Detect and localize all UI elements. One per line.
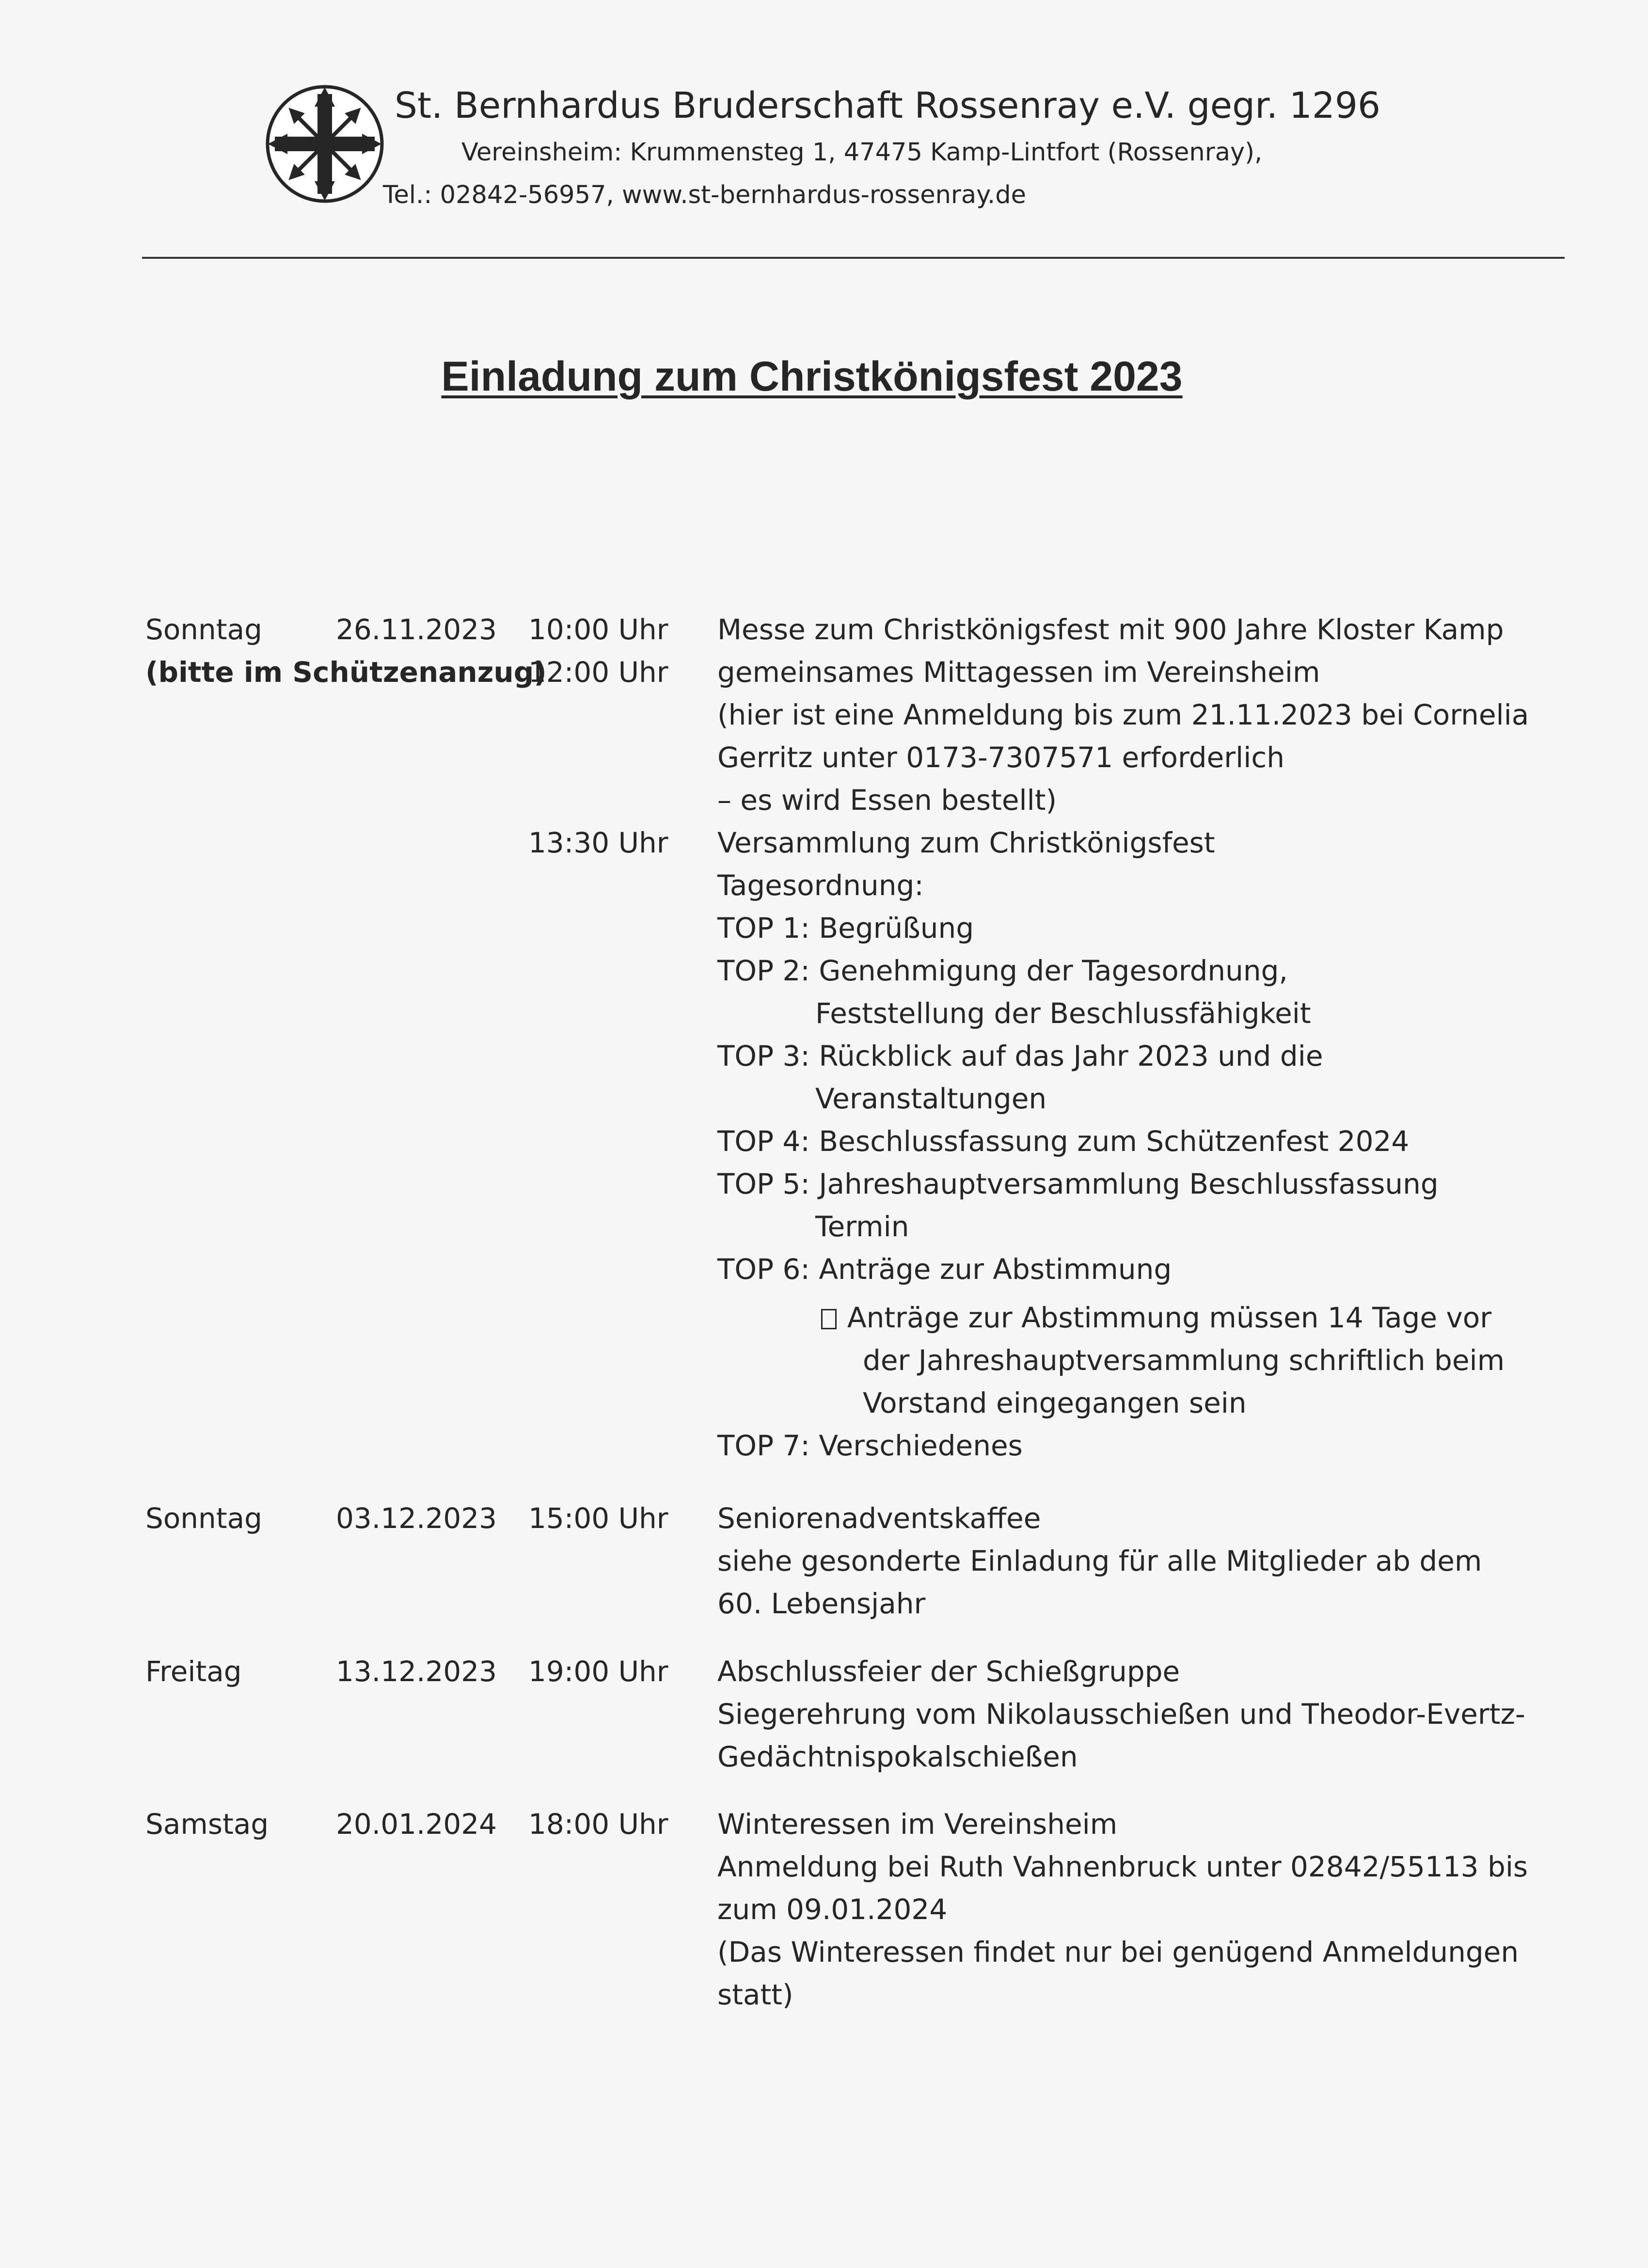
event-description: [717, 1650, 1525, 1778]
description-line: siehe gesonderte Einladung für alle Mitglieder ab dem: [717, 1544, 1482, 1577]
description-line: zum 09.01.2024: [717, 1893, 948, 1926]
description-line: Gedächtnispokalschießen: [717, 1740, 1078, 1773]
description-line: Siegerehrung vom Nikolausschießen und Theodor-Evertz-: [717, 1698, 1525, 1731]
agenda-item-continuation: Feststellung der Beschlussfähigkeit: [815, 997, 1311, 1030]
agenda-item: TOP 1: Begrüßung: [717, 912, 974, 945]
event-time: 13:30 Uhr: [528, 826, 668, 859]
agenda-item: TOP 4: Beschlussfassung zum Schützenfest 2024: [717, 1125, 1410, 1158]
event-date: 26.11.2023: [336, 613, 497, 646]
description-line: Winteressen im Vereinsheim: [717, 1808, 1118, 1841]
agenda-item: TOP 7: Verschiedenes: [717, 1429, 1023, 1462]
event-day: Sonntag: [145, 1502, 262, 1535]
organization-contact: Tel.: 02842-56957, www.st-bernhardus-rossenray.de: [383, 181, 1027, 209]
event-description: [717, 1497, 1482, 1625]
description-line: – es wird Essen bestellt): [717, 784, 1057, 817]
agenda-subnote-continuation: der Jahreshauptversammlung schriftlich beim: [863, 1344, 1505, 1377]
description-line: gemeinsames Mittagessen im Vereinsheim: [717, 656, 1320, 689]
description-line: statt): [717, 1978, 793, 2011]
agenda-item: TOP 2: Genehmigung der Tagesordnung,: [717, 954, 1288, 987]
agenda-item: TOP 6: Anträge zur Abstimmung: [717, 1253, 1172, 1286]
agenda-item: TOP 3: Rückblick auf das Jahr 2023 und die: [717, 1040, 1323, 1072]
description-line: Gerritz unter 0173-7307571 erforderlich: [717, 741, 1285, 774]
event-time: 12:00 Uhr: [528, 656, 668, 689]
dress-code-note: (bitte im Schützenanzug): [145, 656, 547, 689]
event-time: 15:00 Uhr: [528, 1502, 668, 1535]
organization-address: Vereinsheim: Krummensteg 1, 47475 Kamp-Lintfort (Rossenray),: [461, 138, 1263, 167]
event-day: Sonntag: [145, 613, 262, 646]
agenda-subnote: [717, 1296, 1505, 1339]
agenda-subnote-continuation: Vorstand eingegangen sein: [863, 1386, 1247, 1419]
description-line: (hier ist eine Anmeldung bis zum 21.11.2023 bei Cornelia: [717, 698, 1529, 731]
agenda-label: Tagesordnung:: [717, 869, 924, 902]
agenda-item-continuation: Termin: [815, 1210, 909, 1243]
cross-emblem-icon: [264, 83, 385, 205]
event-time: 19:00 Uhr: [528, 1655, 668, 1688]
event-date: 03.12.2023: [336, 1502, 497, 1535]
event-description: [717, 1803, 1528, 2016]
organization-name: St. Bernhardus Bruderschaft Rossenray e.V. gegr. 1296: [395, 85, 1381, 126]
agenda: [717, 821, 1505, 1467]
event-date: 13.12.2023: [336, 1655, 497, 1688]
page-title-text: Einladung zum Christkönigsfest 2023: [441, 353, 1183, 400]
event-day: Freitag: [145, 1655, 242, 1688]
description-line: Seniorenadventskaffee: [717, 1502, 1041, 1535]
page-title: [0, 350, 1624, 403]
header-divider: [142, 257, 1565, 259]
event-description: [717, 651, 1529, 821]
agenda-item: TOP 5: Jahreshauptversammlung Beschlussfassung: [717, 1167, 1439, 1200]
agenda-item-continuation: Veranstaltungen: [815, 1082, 1047, 1115]
event-time: 18:00 Uhr: [528, 1808, 668, 1841]
event-time: 10:00 Uhr: [528, 613, 668, 646]
event-date: 20.01.2024: [336, 1808, 497, 1841]
description-line: Abschlussfeier der Schießgruppe: [717, 1655, 1180, 1688]
description-line: Anmeldung bei Ruth Vahnenbruck unter 02842/55113 bis: [717, 1850, 1528, 1883]
description-line: (Das Winteressen findet nur bei genügend Anmeldungen: [717, 1936, 1519, 1969]
event-day: Samstag: [145, 1808, 269, 1841]
event-description: Messe zum Christkönigsfest mit 900 Jahre Kloster Kamp: [717, 613, 1504, 646]
agenda-heading: Versammlung zum Christkönigsfest: [717, 826, 1215, 859]
agenda-subnote-text: Anträge zur Abstimmung müssen 14 Tage vor: [847, 1301, 1492, 1334]
checkbox-icon: [821, 1309, 837, 1329]
description-line: 60. Lebensjahr: [717, 1587, 926, 1620]
